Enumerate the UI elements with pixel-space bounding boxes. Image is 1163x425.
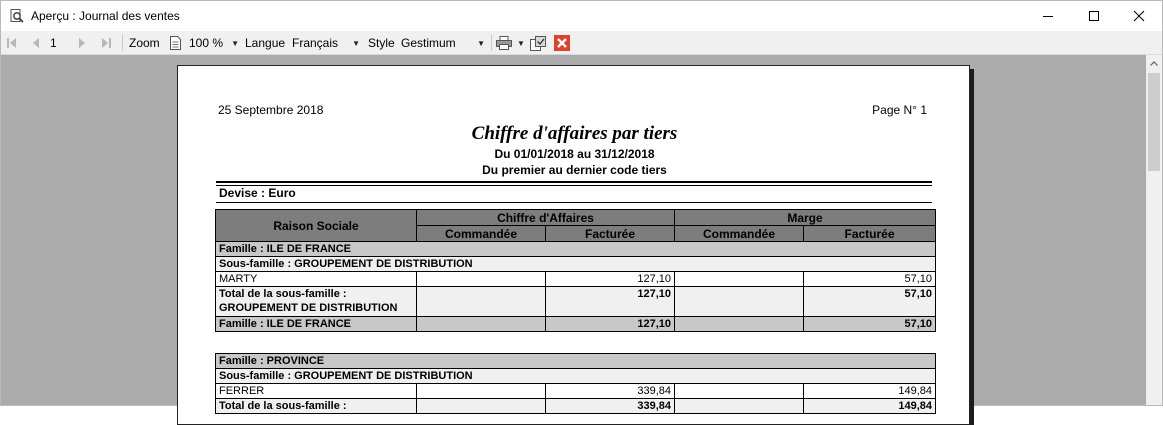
header-rule-thin	[216, 185, 932, 186]
row-ca-facturee: 127,10	[546, 272, 675, 287]
vertical-scrollbar[interactable]	[1146, 55, 1162, 405]
zoom-label: Zoom	[129, 36, 160, 50]
famille-total-ca-commandee	[417, 317, 546, 332]
scroll-thumb[interactable]	[1148, 73, 1160, 171]
row-marge-commandee	[675, 272, 804, 287]
minimize-button[interactable]	[1025, 1, 1071, 31]
col-marge: Marge	[675, 210, 936, 226]
row-marge-facturee: 57,10	[804, 272, 936, 287]
famille-label: Famille : ILE DE FRANCE	[216, 242, 936, 257]
total-ca-commandee	[417, 399, 546, 414]
report-title: Chiffre d'affaires par tiers	[471, 123, 678, 144]
famille-total-label: Famille : ILE DE FRANCE	[216, 317, 417, 332]
col-raison-sociale: Raison Sociale	[216, 210, 417, 242]
style-label: Style	[368, 36, 395, 50]
style-select[interactable]	[401, 31, 485, 55]
minimize-icon	[1043, 11, 1053, 21]
scroll-up-button[interactable]	[1146, 55, 1162, 71]
style-value: Gestimum	[401, 36, 456, 50]
famille-label: Famille : PROVINCE	[216, 354, 936, 369]
sous-famille-label: Sous-famille : GROUPEMENT DE DISTRIBUTION	[216, 369, 936, 384]
col-ca-facturee: Facturée	[546, 226, 675, 242]
chevron-down-icon: ▼	[517, 38, 525, 48]
title-bar[interactable]	[1, 1, 1162, 31]
report-page-number: Page N° 1	[872, 103, 927, 117]
window-title: Aperçu : Journal des ventes	[31, 9, 180, 23]
zoom-page-icon[interactable]	[170, 31, 181, 55]
total-ca-facturee: 339,84	[546, 399, 675, 414]
total-marge-facturee: 149,84	[804, 399, 936, 414]
sous-famille-total-row	[216, 287, 936, 317]
langue-value: Français	[292, 36, 339, 50]
sous-famille-total-row	[216, 399, 936, 414]
zoom-value: 100 %	[189, 36, 224, 50]
last-page-button[interactable]	[102, 31, 111, 55]
table-row	[216, 384, 936, 399]
famille-row	[216, 242, 936, 257]
page-icon	[170, 36, 181, 50]
sous-famille-total-label	[216, 287, 417, 317]
row-name: MARTY	[216, 272, 417, 287]
chevron-down-icon: ▼	[352, 38, 360, 48]
famille-total-row	[216, 317, 936, 332]
table-header-row	[216, 210, 936, 226]
close-icon	[1134, 11, 1144, 21]
print-button[interactable]	[496, 31, 512, 55]
total-marge-facturee: 57,10	[804, 287, 936, 317]
export-button[interactable]	[530, 31, 546, 55]
print-options-button[interactable]	[517, 31, 525, 55]
next-page-button[interactable]	[79, 31, 86, 55]
next-page-icon	[79, 38, 86, 48]
langue-select[interactable]	[292, 31, 360, 55]
sous-famille-total-label: Total de la sous-famille :	[216, 399, 417, 414]
table-row	[216, 272, 936, 287]
langue-label: Langue	[245, 36, 286, 50]
report-date: 25 Septembre 2018	[218, 103, 324, 117]
total-ca-commandee	[417, 287, 546, 317]
sous-famille-total-line1: Total de la sous-famille :	[219, 288, 347, 300]
close-preview-button[interactable]	[554, 31, 570, 55]
col-ca-commandee: Commandée	[417, 226, 546, 242]
export-document-icon	[530, 36, 546, 51]
col-marge-facturee: Facturée	[804, 226, 936, 242]
sous-famille-row	[216, 257, 936, 272]
last-page-icon	[102, 38, 111, 48]
report-period: Du 01/01/2018 au 31/12/2018	[494, 147, 655, 161]
famille-total-marge-commandee	[675, 317, 804, 332]
header-rule	[216, 181, 932, 183]
famille-total-ca-facturee: 127,10	[546, 317, 675, 332]
row-marge-facturee: 149,84	[804, 384, 936, 399]
sous-famille-label: Sous-famille : GROUPEMENT DE DISTRIBUTION	[216, 257, 936, 272]
toolbar-separator	[122, 35, 123, 51]
devise-label: Devise : Euro	[219, 186, 296, 200]
report-table-2	[215, 353, 936, 414]
page-number-field[interactable]	[50, 31, 70, 55]
first-page-button[interactable]	[7, 31, 16, 55]
first-page-icon	[7, 38, 16, 48]
famille-total-marge-facturee: 57,10	[804, 317, 936, 332]
total-marge-commandee	[675, 399, 804, 414]
printer-icon	[496, 36, 512, 50]
page-number-value: 1	[50, 36, 57, 50]
chevron-down-icon: ▼	[477, 38, 485, 48]
close-button[interactable]	[1116, 1, 1162, 31]
total-ca-facturee: 127,10	[546, 287, 675, 317]
toolbar-separator	[491, 35, 492, 51]
magnifier-page-icon	[10, 9, 24, 23]
total-marge-commandee	[675, 287, 804, 317]
maximize-button[interactable]	[1071, 1, 1117, 31]
famille-row	[216, 354, 936, 369]
row-ca-commandee	[417, 384, 546, 399]
report-range: Du premier au dernier code tiers	[482, 163, 667, 177]
report-table-1	[215, 209, 936, 332]
zoom-select[interactable]	[189, 31, 239, 55]
col-marge-commandee: Commandée	[675, 226, 804, 242]
devise-rule	[216, 202, 932, 203]
previous-page-icon	[32, 38, 39, 48]
sous-famille-total-line2: GROUPEMENT DE DISTRIBUTION	[219, 302, 398, 314]
row-ca-commandee	[417, 272, 546, 287]
preview-area[interactable]	[1, 55, 1146, 412]
row-ca-facturee: 339,84	[546, 384, 675, 399]
col-chiffre-affaires: Chiffre d'Affaires	[417, 210, 675, 226]
close-icon	[554, 35, 570, 51]
report-page	[177, 65, 970, 425]
chevron-down-icon: ▼	[231, 38, 239, 48]
row-name: FERRER	[216, 384, 417, 399]
maximize-icon	[1089, 11, 1099, 21]
chevron-up-icon	[1150, 61, 1158, 66]
previous-page-button[interactable]	[32, 31, 39, 55]
row-marge-commandee	[675, 384, 804, 399]
sous-famille-row	[216, 369, 936, 384]
preview-toolbar	[1, 31, 1162, 55]
